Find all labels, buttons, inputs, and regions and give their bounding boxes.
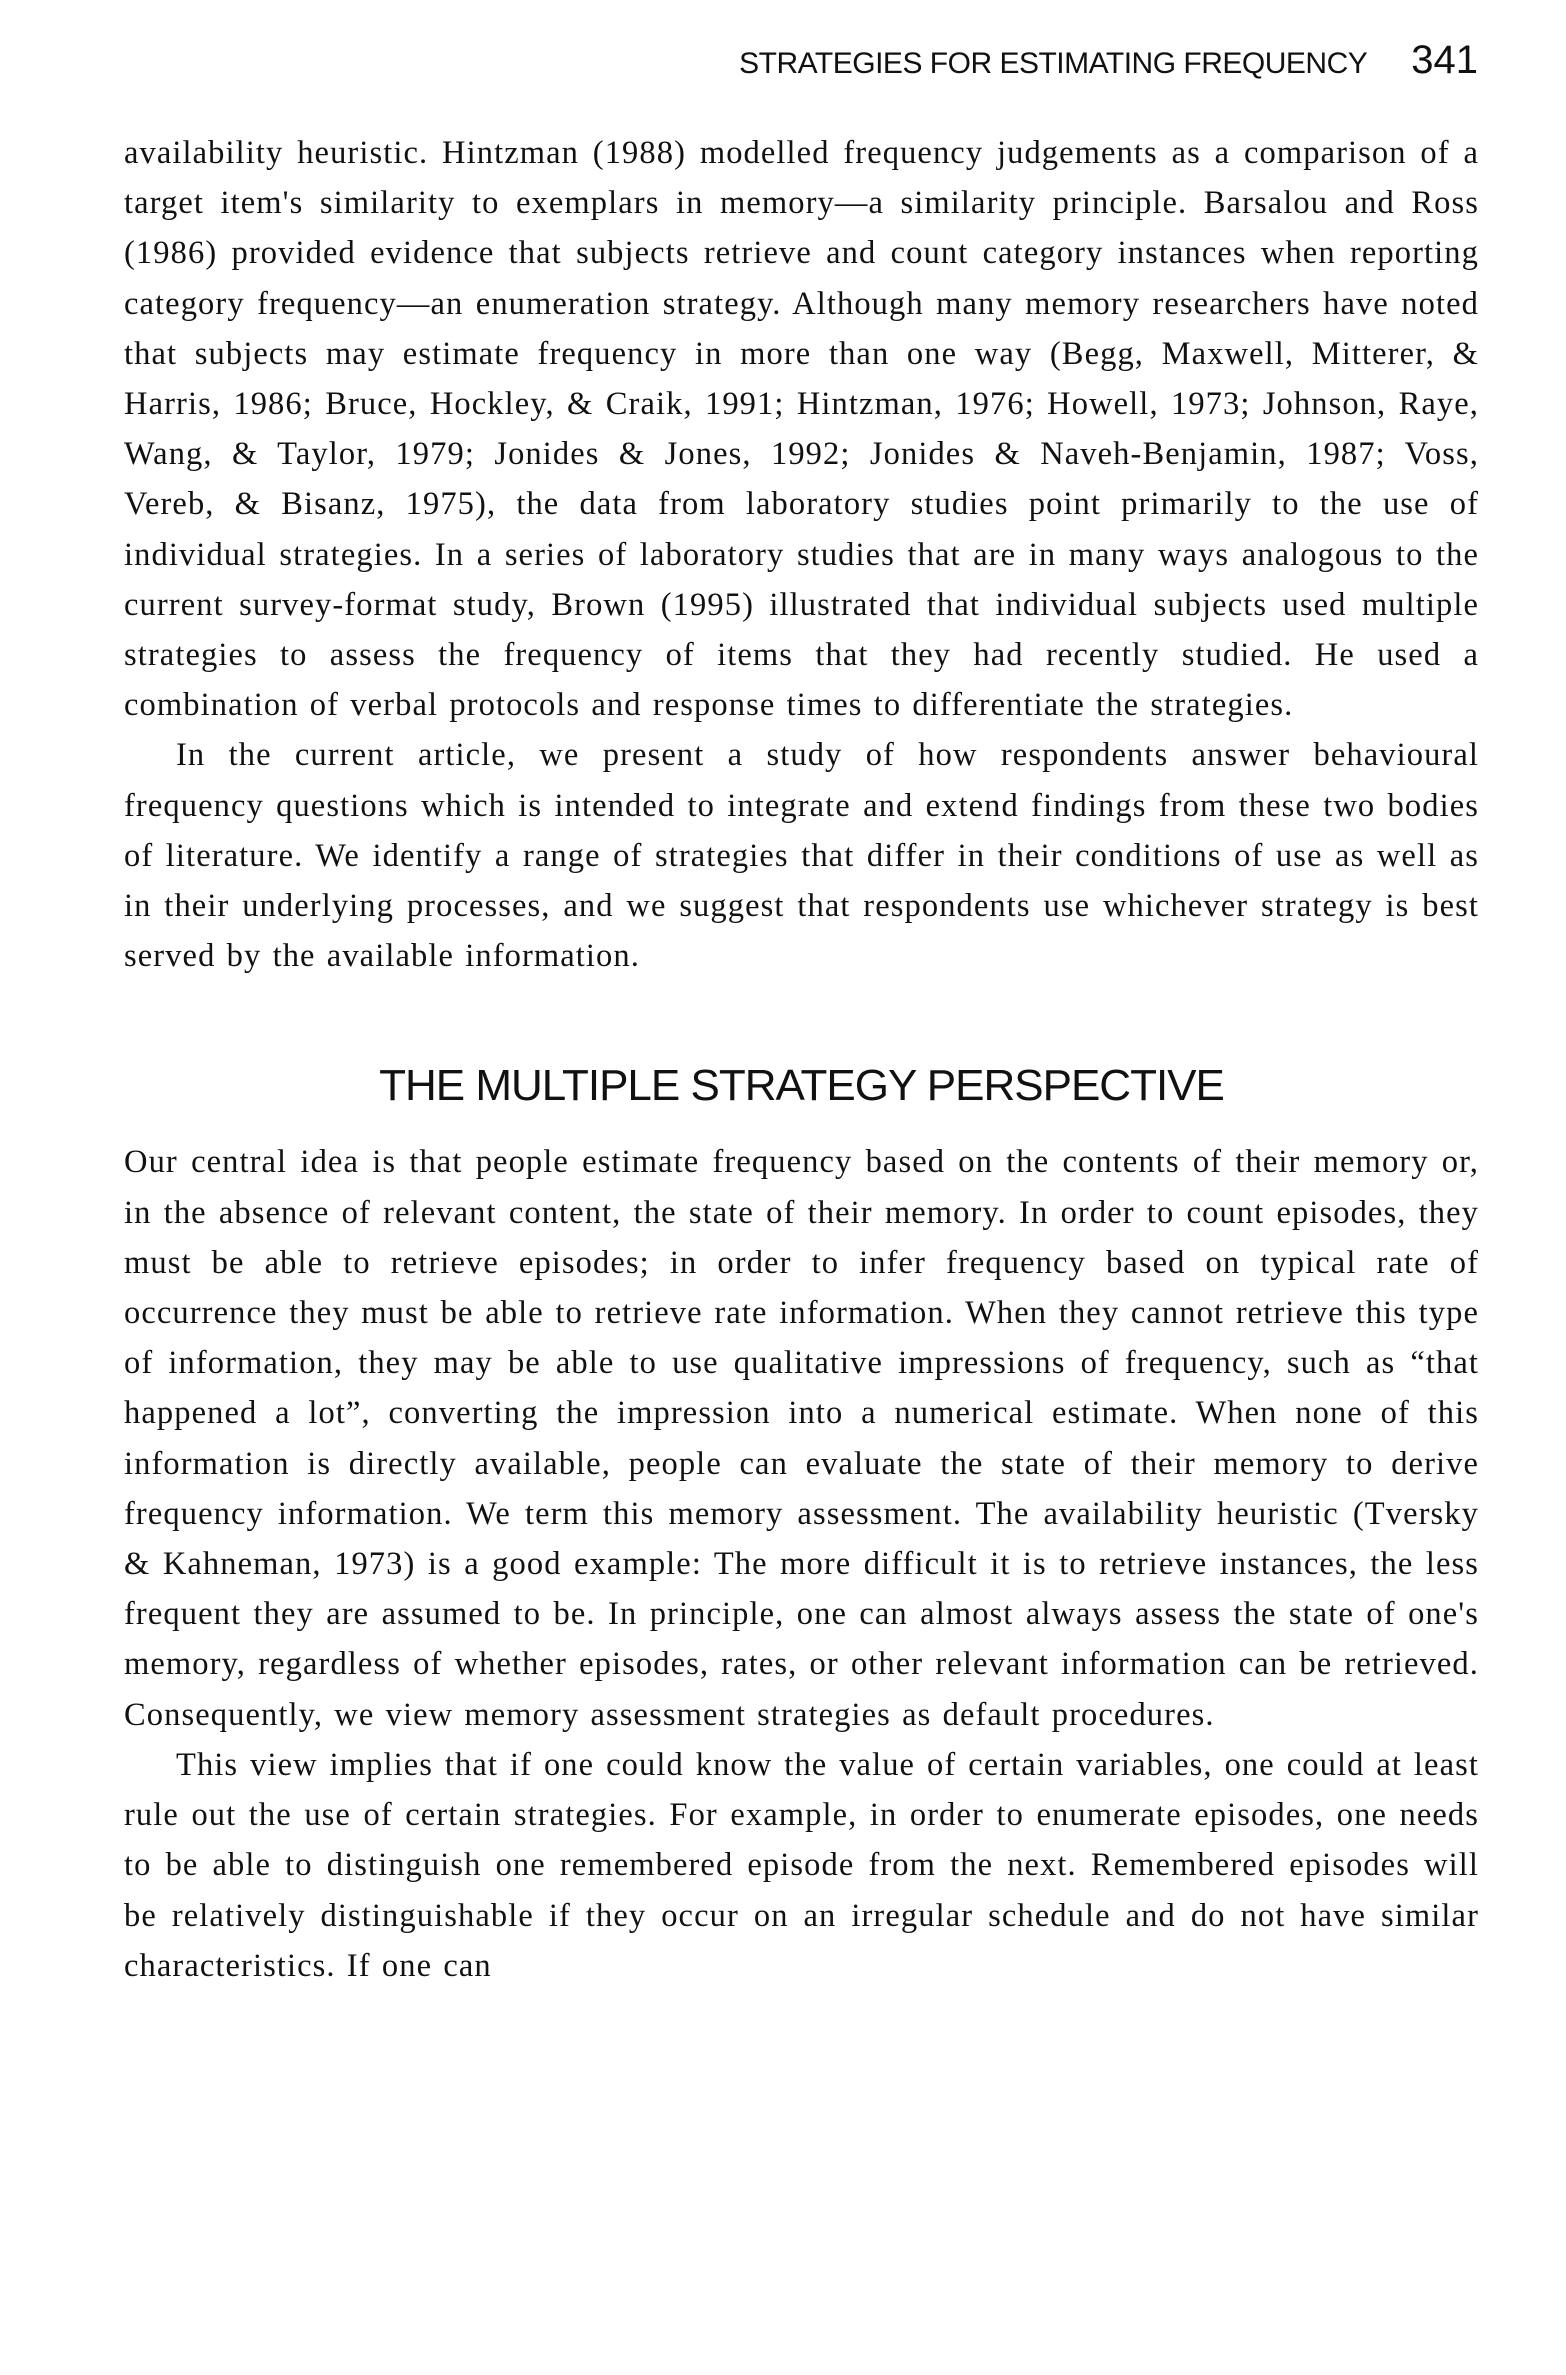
paragraph-current-article: In the current article, we present a study of how respondents answer behavioural frequency questions which is intended to integrate and extend findings from these two bodies of literature. We identify a range of strategies that differ in their conditions of use as well as in their underlying processes, and we suggest that respondents use whichever strategy is best served by the available information. (124, 737, 1479, 975)
paragraph-central-idea: Our central idea is that people estimate frequency based on the contents of their memory or, in the absence of relevant content, the state of their memory. In order to count episodes, they must be able to retrieve episodes; in order to infer frequency based on typical rate of occurrence they must be able to retrieve rate information. When they cannot retrieve this type of information, they may be able to use qualitative impressions of frequency, such as “that happened a lot”, converting the impression into a numerical estimate. When none of this information is directly available, people can evaluate the state of their memory to derive frequency information. We term this memory assessment. The availability heuristic (Tversky & Kahneman, 1973) is a good example: The more difficult it is to retrieve instances, the less frequent they are assumed to be. In principle, one can almost always assess the state of one's memory, regardless of whether episodes, rates, or other relevant information can be retrieved. Consequently, we view memory assessment strategies as default procedures. (124, 1144, 1479, 1733)
running-title: STRATEGIES FOR ESTIMATING FREQUENCY (739, 47, 1368, 80)
paragraph-availability-heuristic: availability heuristic. Hintzman (1988) modelled frequency judgements as a comparison of a target item's similarity to exemplars in memory—a similarity principle. Barsalou and Ross (1986) provided evidence that subjects retrieve and count category instances when reporting category frequency—an enumeration strategy. Although many memory researchers have noted that subjects may estimate frequency in more than one way (Begg, Maxwell, Mitterer, & Harris, 1986; Bruce, Hockley, & Craik, 1991; Hintzman, 1976; Howell, 1973; Johnson, Raye, Wang, & Taylor, 1979; Jonides & Jones, 1992; Jonides & Naveh-Benjamin, 1987; Voss, Vereb, & Bisanz, 1975), the data from laboratory studies point primarily to the use of individual strategies. In a series of laboratory studies that are in many ways analogous to the current survey-format study, Brown (1995) illustrated that individual subjects used multiple strategies to assess the frequency of items that they had recently studied. He used a combination of verbal protocols and response times to differentiate the strategies. (124, 135, 1479, 724)
paragraph-view-implies: This view implies that if one could know the value of certain variables, one could at least rule out the use of certain strategies. For example, in order to enumerate episodes, one needs to be able to distinguish one remembered episode from the next. Remembered episodes will be relatively distinguishable if they occur on an irregular schedule and do not have similar characteristics. If one can (124, 1746, 1479, 1984)
running-head (120, 38, 1478, 88)
page-body (124, 128, 1479, 1991)
section-heading: THE MULTIPLE STRATEGY PERSPECTIVE (379, 1061, 1224, 1111)
page-number: 341 (1411, 38, 1478, 82)
